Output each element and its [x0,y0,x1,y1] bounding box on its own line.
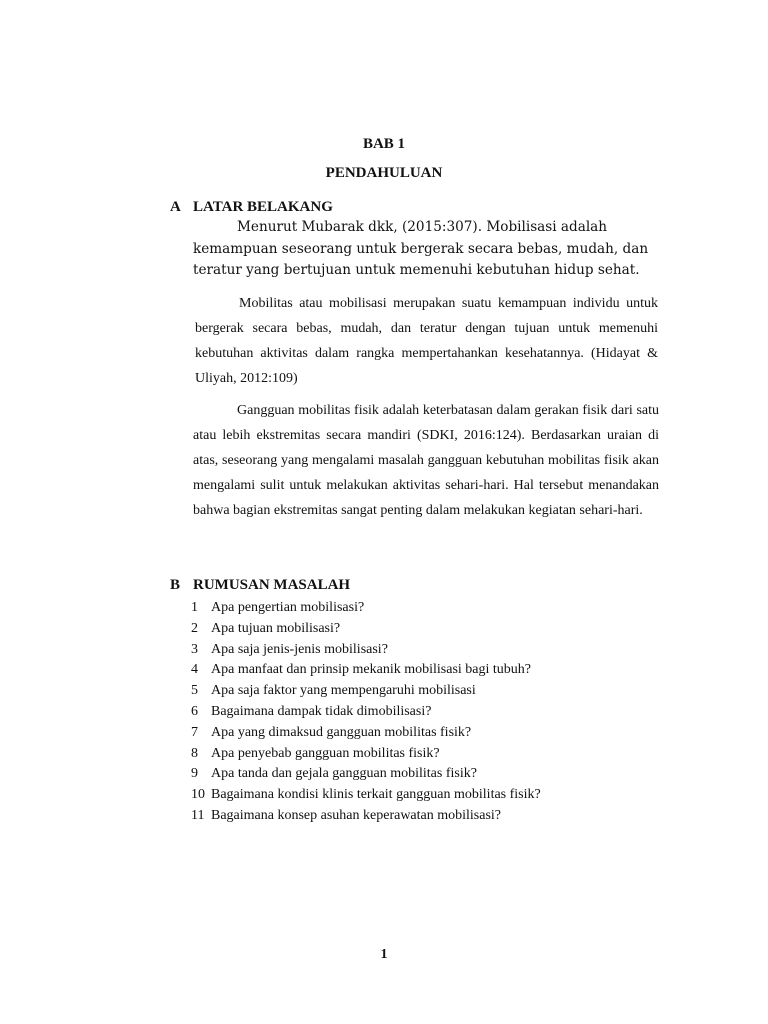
list-item-number: 7 [191,724,198,740]
problem-list [191,598,541,827]
paragraph-2-text: Mobilitas atau mobilisasi merupakan suatu kemampuan individu untuk bergerak secara bebas, mudah, dan teratur dengan tujuan untuk memenuhi kebutuhan aktivitas dalam rangka mempertahankan kesehatannya. (Hidayat & Uliyah, 2012:109) [195,296,658,386]
list-item-text: Bagaimana dampak tidak dimobilisasi? [211,703,432,719]
list-item-text: Apa manfaat dan prinsip mekanik mobilisasi bagi tubuh? [211,662,531,678]
list-item [191,681,541,702]
paragraph-1 [193,217,663,282]
list-item [191,764,541,785]
list-item-text: Apa saja faktor yang mempengaruhi mobilisasi [211,683,476,699]
list-item-text: Apa penyebab gangguan mobilitas fisik? [211,745,440,761]
list-item [191,744,541,765]
list-item [191,619,541,640]
chapter-title: PENDAHULUAN [325,165,443,181]
list-item-text: Bagaimana konsep asuhan keperawatan mobilisasi? [211,807,502,823]
list-item [191,660,541,681]
list-item [191,723,541,744]
list-item-number: 6 [191,703,198,719]
page-number: 1 [380,947,388,962]
paragraph-1-text: Menurut Mubarak dkk, (2015:307). Mobilisasi adalah kemampuan seseorang untuk bergerak secara bebas, mudah, dan teratur yang bertujuan untuk memenuhi kebutuhan hidup sehat. [193,219,649,278]
list-item-number: 9 [191,766,198,782]
list-item-number: 4 [191,662,198,678]
list-item-text: Apa yang dimaksud gangguan mobilitas fisik? [211,724,472,740]
list-item-number: 3 [191,641,198,657]
list-item [191,598,541,619]
list-item-number: 2 [191,620,198,636]
list-item-text: Apa tujuan mobilisasi? [211,620,341,636]
list-item [191,702,541,723]
section-a-letter: A [170,199,181,215]
list-item-number: 10 [191,787,205,803]
section-b-letter: B [170,577,181,593]
list-item-number: 11 [191,807,205,823]
list-item [191,785,541,806]
list-item-number: 1 [191,600,198,615]
paragraph-3 [193,398,659,523]
list-item-text: Apa pengertian mobilisasi? [211,600,365,615]
section-a-heading: LATAR BELAKANG [193,199,333,215]
paragraph-2 [195,291,658,391]
list-item [191,640,541,661]
list-item-text: Bagaimana kondisi klinis terkait gangguan mobilitas fisik? [211,787,541,803]
list-item-text: Apa saja jenis-jenis mobilisasi? [211,641,388,657]
section-b-heading: RUMUSAN MASALAH [193,577,351,593]
list-item-number: 8 [191,745,198,761]
list-item [191,806,541,827]
list-item-text: Apa tanda dan gejala gangguan mobilitas fisik? [211,766,477,782]
list-item-number: 5 [191,683,198,699]
paragraph-3-text: Gangguan mobilitas fisik adalah keterbatasan dalam gerakan fisik dari satu atau lebih ekstremitas secara mandiri (SDKI, 2016:124). Berdasarkan uraian di atas, seseorang yang mengalami masalah gangguan kebutuhan mobilitas fisik akan mengalami sulit untuk melakukan aktivitas sehari-hari. Hal tersebut menandakan bahwa bagian ekstremitas sangat penting dalam melakukan kegiatan sehari-hari. [193,403,659,518]
chapter-number: BAB 1 [362,136,406,152]
